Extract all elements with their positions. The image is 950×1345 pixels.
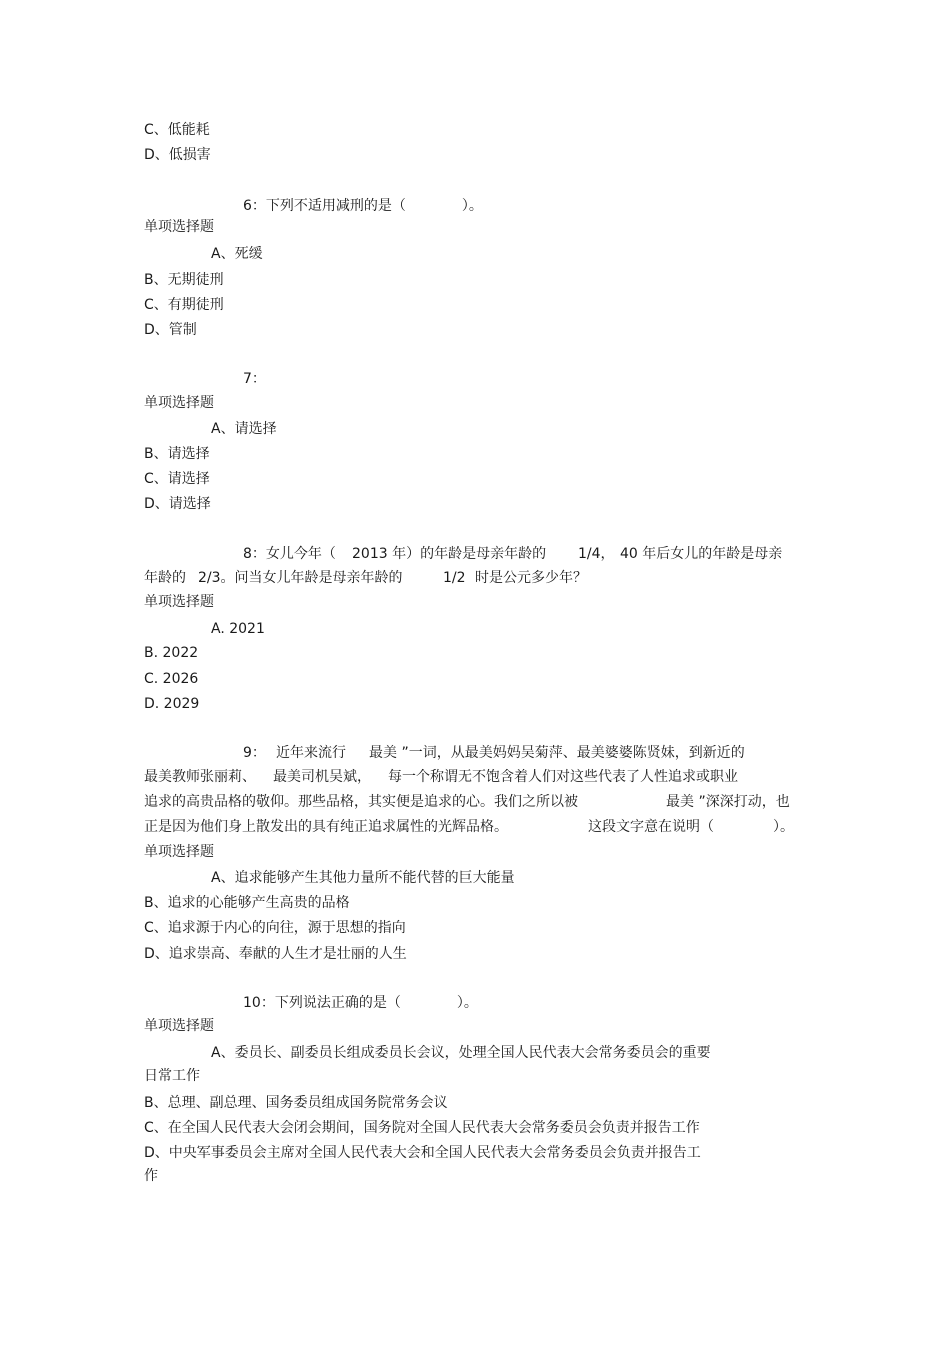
option-d: D、低损害 — [144, 147, 211, 163]
question-9-stem-l4c: ）。 — [773, 819, 794, 835]
question-10-type: 单项选择题 — [144, 1018, 214, 1034]
question-8-stem-l2d: 时是公元多少年？ — [475, 570, 587, 586]
question-9-option-b: B、追求的心能够产生高贵的品格 — [144, 895, 350, 911]
question-6-stem-end: ）。 — [461, 198, 483, 214]
question-10-stem-end: ）。 — [456, 995, 478, 1011]
question-9-stem-l1c: 最美 ”一词，从最美妈妈吴菊萍、最美婆婆陈贤妹，到新近的 — [369, 745, 745, 761]
question-9-stem-l3b: 最美 ”深深打动，也 — [666, 794, 790, 810]
question-7-option-a: A、请选择 — [211, 421, 277, 437]
question-9-option-c: C、追求源于内心的向往，源于思想的指向 — [144, 920, 406, 936]
question-6-type: 单项选择题 — [144, 219, 214, 235]
question-10-option-d: D、中央军事委员会主席对全国人民代表大会和全国人民代表大会常务委员会负责并报告工 — [144, 1145, 701, 1161]
question-8-stem-l1b: 2013 年）的年龄是母亲年龄的 — [352, 546, 547, 562]
question-10-stem — [243, 991, 478, 1016]
question-6-option-d: D、管制 — [144, 322, 197, 338]
question-8-stem-l2b: 2/3。问当女儿年龄是母亲年龄的 — [198, 570, 403, 586]
question-8-type: 单项选择题 — [144, 594, 214, 610]
question-9-stem-l4a: 正是因为他们身上散发出的具有纯正追求属性的光辉品格。 — [144, 819, 508, 835]
question-9-stem-l1a: 9： — [243, 745, 266, 761]
question-10-option-c: C、在全国人民代表大会闭会期间，国务院对全国人民代表大会常务委员会负责并报告工作 — [144, 1120, 700, 1136]
question-10-option-a: A、委员长、副委员长组成委员长会议，处理全国人民代表大会常务委员会的重要 — [211, 1045, 711, 1061]
question-8-stem-l2c: 1/2 — [443, 570, 466, 586]
question-9-stem-l2c: 每一个称谓无不饱含着人们对这些代表了人性追求或职业 — [388, 769, 738, 785]
option-c: C、低能耗 — [144, 122, 210, 138]
question-6-option-c: C、有期徒刑 — [144, 297, 224, 313]
question-9-stem-l3a: 追求的高贵品格的敬仰。那些品格，其实便是追求的心。我们之所以被 — [144, 794, 578, 810]
question-9-type: 单项选择题 — [144, 844, 214, 860]
question-6-option-a: A、死缓 — [211, 246, 263, 262]
question-8-option-d: D. 2029 — [144, 696, 200, 712]
question-6-option-b: B、无期徒刑 — [144, 272, 224, 288]
question-10-option-a-cont: 日常工作 — [144, 1068, 200, 1084]
question-8-stem-l1d: 40 年后女儿的年龄是母亲 — [620, 546, 783, 562]
question-6-stem-text: 6：下列不适用减刑的是（ — [243, 198, 406, 214]
question-9-stem-l1b: 近年来流行 — [276, 745, 346, 761]
question-10-stem-text: 10：下列说法正确的是（ — [243, 995, 401, 1011]
question-7-option-c: C、请选择 — [144, 471, 210, 487]
question-9-stem-l4b: 这段文字意在说明（ — [588, 819, 714, 835]
question-8-stem-l1c: 1/4， — [578, 546, 615, 562]
question-8-option-c: C. 2026 — [144, 671, 199, 687]
question-7-type: 单项选择题 — [144, 395, 214, 411]
question-6-stem — [243, 194, 483, 219]
question-8-option-b: B. 2022 — [144, 645, 199, 661]
question-9-stem-l2b: 最美司机吴斌， — [273, 769, 371, 785]
question-9-stem-l2a: 最美教师张丽莉、 — [144, 769, 256, 785]
question-9-option-a: A、追求能够产生其他力量所不能代替的巨大能量 — [211, 870, 515, 886]
question-10-option-b: B、总理、副总理、国务委员组成国务院常务会议 — [144, 1095, 448, 1111]
question-10-option-d-cont: 作 — [144, 1168, 158, 1184]
question-7-option-d: D、请选择 — [144, 496, 211, 512]
question-8-stem-l1a: 8：女儿今年（ — [243, 546, 336, 562]
question-7-stem: 7： — [243, 371, 266, 387]
question-9-option-d: D、追求崇高、奉献的人生才是壮丽的人生 — [144, 946, 407, 962]
question-7-option-b: B、请选择 — [144, 446, 210, 462]
question-8-option-a: A. 2021 — [211, 621, 265, 637]
question-8-stem-l2a: 年龄的 — [144, 570, 186, 586]
